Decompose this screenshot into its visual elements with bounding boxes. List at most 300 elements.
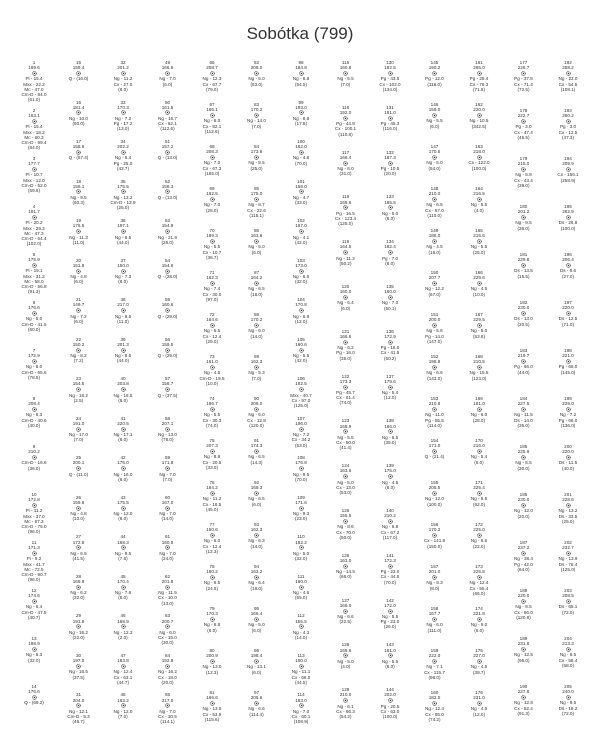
wreath-icon [254, 449, 259, 454]
entry-line: Ng - 11.3 [69, 234, 88, 240]
entry [192, 522, 232, 554]
entry-line: (115.1) [249, 212, 264, 218]
entry-line: 220.5 [117, 420, 129, 426]
entry-line: 229.6 [473, 275, 485, 281]
wreath-icon [32, 263, 37, 268]
entry-line: 198.9 [28, 641, 40, 647]
entry-line: 162.5 [295, 381, 307, 387]
entry [459, 438, 499, 465]
entry-number: 41 [120, 415, 126, 421]
entry-line: 161.0 [384, 647, 396, 653]
entry [459, 564, 499, 596]
entry-line: 162.2 [295, 539, 307, 545]
entry-line: Ds - 6.6 [559, 268, 577, 274]
entry-line: (12.3) [205, 669, 218, 675]
entry-line: (115.6) [204, 716, 220, 722]
wreath-icon [210, 659, 215, 664]
wreath-icon [521, 455, 526, 460]
entry-line: 169.6 [339, 199, 352, 205]
entry-number: 99 [298, 99, 304, 105]
wreath-icon [299, 585, 304, 590]
wreath-icon [388, 71, 393, 76]
wreath-icon [343, 519, 348, 524]
entry-number: 163 [475, 144, 483, 149]
entry-number: 42 [120, 455, 126, 461]
entry-number: 147 [430, 144, 439, 149]
wreath-icon [76, 624, 81, 629]
entry-line: Ng - 9.5 [515, 220, 532, 226]
entry-line: 205.6 [250, 695, 263, 701]
entry-line: Ng - 12.4 [425, 706, 444, 712]
entry-number: 12 [31, 588, 37, 593]
entry-line: 149.7 [72, 302, 85, 308]
entry-number: 83 [253, 102, 260, 107]
entry-line: Ng - 4.5 [426, 244, 443, 250]
entry [281, 416, 321, 448]
entry-line: 159.6 [72, 500, 85, 506]
wreath-icon [76, 348, 81, 353]
entry-number: 204 [564, 636, 572, 641]
entry-line: 201.2 [117, 65, 129, 71]
entry [192, 312, 232, 344]
entry [415, 144, 455, 171]
entry-line: (6.0) [251, 501, 262, 507]
entry-line: 154.9 [161, 223, 174, 229]
entry-line: 159.5 [161, 341, 174, 347]
entry [148, 692, 188, 724]
entry-line: Cm-D - 19.5 [199, 375, 225, 381]
entry-line: Pg - 55.5 [425, 417, 444, 423]
wreath-icon [477, 323, 482, 328]
wreath-icon [254, 365, 259, 370]
entry-number: 44 [120, 534, 126, 540]
entry-number: 63 [164, 613, 171, 619]
entry-line: Cx - 60.1 [291, 714, 311, 720]
entry-line: (6.0) [474, 459, 484, 465]
entry-line: Mc - 47.0 [24, 86, 44, 92]
entry-line: Ng - 6.4 [337, 300, 354, 306]
entry-line: Ng - 21.9 [158, 234, 177, 240]
entry [370, 508, 410, 540]
entry-line: Cx - 63.1 [113, 674, 133, 680]
entry-line: 193.0 [295, 104, 307, 110]
wreath-icon [343, 474, 348, 479]
wreath-icon [388, 116, 393, 121]
entry-number: 153 [430, 396, 439, 401]
wreath-icon [121, 229, 126, 234]
entry-line: Pi - 20.2 [25, 220, 43, 226]
entry-line: 198.4 [250, 653, 263, 659]
wreath-icon [388, 609, 393, 614]
entry-line: Ng - 16.5 [69, 669, 88, 675]
entry [237, 102, 277, 129]
entry [326, 418, 366, 450]
entry-line: (7.0) [340, 81, 351, 87]
entry-number: 95 [253, 606, 260, 611]
entry-line: (6.0) [73, 279, 84, 285]
entry-line: 169.3 [250, 485, 263, 491]
entry [415, 648, 455, 680]
entry-line: Ng - 7.2 [559, 412, 577, 418]
entry-number: 66 [209, 60, 215, 65]
entry-line: Ng - 5.0 [426, 160, 443, 166]
wreath-icon [299, 506, 304, 511]
entry-line: Ng - 6.2 [70, 590, 87, 596]
wreath-icon [388, 519, 393, 524]
wreath-icon [32, 71, 37, 76]
entry-line: (20.0) [517, 513, 530, 519]
entry [103, 534, 143, 561]
entry-line: (22.0) [472, 543, 485, 549]
entry-number: 146 [430, 102, 439, 107]
entry-line: Cx - 30.5 [158, 714, 177, 720]
entry-line: Ng - 16.2 [69, 629, 88, 635]
entry [148, 258, 188, 280]
entry-number: 196 [564, 252, 572, 257]
wreath-icon [121, 71, 126, 76]
entry-line: (91.3) [517, 710, 530, 716]
entry-line: (123.0) [471, 375, 487, 381]
entry-line: 170.2 [250, 107, 263, 113]
entry [281, 139, 321, 166]
entry-line: (70.0) [383, 579, 396, 585]
wreath-icon [299, 427, 304, 432]
entry-line: Cx - 63.0 [380, 708, 400, 714]
wreath-icon [388, 205, 393, 210]
wreath-icon [76, 545, 81, 550]
entry-line: (44.7) [116, 679, 129, 685]
entry-number: 135 [386, 284, 394, 289]
entry-number: 17 [75, 139, 82, 145]
entry-line: Ng - 7.4 [203, 286, 221, 292]
entry [103, 258, 143, 285]
wreath-icon [477, 449, 482, 454]
wreath-icon [566, 647, 571, 652]
entry-number: 69 [209, 186, 215, 191]
entry-number: 62 [164, 573, 171, 579]
entry [59, 218, 99, 245]
wreath-icon [432, 659, 437, 664]
entry [148, 534, 188, 561]
entry-line: (10.0) [72, 516, 85, 522]
entry-line: (35.0) [339, 355, 352, 361]
entry-line: Q - (37.5) [157, 392, 178, 398]
entry-line: (10.0) [472, 291, 485, 297]
entry [370, 105, 410, 132]
wreath-icon [566, 215, 571, 220]
wreath-icon [343, 385, 348, 390]
entry-line: (45.5) [517, 134, 530, 140]
entry-line: 154.6 [161, 262, 174, 268]
entry-line: Ng - 12.4 [469, 580, 489, 586]
entry-number: 133 [386, 194, 394, 200]
entry-line: Ng - 13.9 [558, 556, 578, 562]
entry-number: 190 [519, 684, 528, 689]
entry-line: 205.5 [428, 485, 441, 491]
entry [59, 376, 99, 403]
entry-number: 170 [475, 438, 483, 443]
wreath-icon [254, 281, 259, 286]
entry-line: Ng - 11.5 [158, 590, 177, 596]
entry-line: Ng - 5.4 [470, 454, 488, 460]
entry-line: (27.0) [561, 273, 574, 279]
wreath-icon [566, 407, 571, 412]
entry-line: 220.0 [473, 107, 485, 113]
entry-line: Pi - 19.1 [25, 268, 43, 274]
wreath-icon [121, 110, 126, 115]
entry [103, 574, 143, 601]
entry-line: Ng - 7.6 [114, 590, 132, 596]
entry [237, 228, 277, 255]
wreath-icon [521, 647, 526, 652]
entry-line: Ng - 6.5 [248, 454, 265, 460]
entry-line: 227.5 [517, 401, 530, 407]
entry [192, 648, 232, 675]
entry-line: Cx - 156.1 [557, 172, 579, 178]
entry-line: 258.2 [562, 65, 574, 71]
entry-number: 168 [475, 354, 483, 359]
entry [148, 574, 188, 606]
entry-line: (70.0) [294, 476, 307, 482]
entry-line: (25.0) [250, 165, 263, 171]
entry-line: Ng - 11.2 [113, 76, 133, 82]
entry-line: Cx - 67.3 [202, 165, 222, 171]
entry-line: Ng - 5.4 [381, 390, 399, 395]
entry-line: Ng - 7.2 [114, 115, 132, 121]
wreath-icon [210, 617, 215, 622]
entry-line: 201.2 [517, 209, 530, 215]
entry-number: 45 [120, 573, 126, 579]
entry-line: Cx - 27.0 [113, 81, 133, 87]
entry-line: Cm-D - 40.6 [21, 417, 47, 423]
wreath-icon [121, 189, 126, 194]
wreath-icon [299, 348, 304, 353]
entry-number: 51 [164, 139, 171, 145]
entry-number: 32 [120, 60, 126, 65]
entry [370, 150, 410, 177]
entry-number: 18 [75, 178, 82, 184]
entry-line: Ng - 6.5 [203, 580, 221, 586]
entry-line: 206.4 [562, 257, 574, 263]
entry [281, 495, 321, 522]
entry [504, 252, 544, 279]
entry-number: 89 [253, 354, 260, 359]
entry-number: 115 [341, 60, 350, 65]
entry-line: Cm-D - 52.0 [21, 182, 47, 188]
wreath-icon [566, 311, 571, 316]
entry-number: 149 [430, 228, 439, 233]
entry [459, 606, 499, 633]
entry-line: 166.6 [339, 334, 352, 339]
entry-line: 167.0 [295, 223, 307, 229]
entry-line: Mxx - 12.0 [23, 177, 45, 183]
entry-line: Ds - 11.5 [558, 460, 578, 466]
entry-line: (110.8) [338, 131, 353, 137]
entry-number: 73 [209, 354, 215, 359]
entry-line: Pg - 17.2 [113, 121, 133, 127]
entry-line: 176.6 [28, 305, 40, 311]
wreath-icon [121, 427, 126, 432]
entry [281, 653, 321, 685]
entry-line: Mc - 72.5 [24, 566, 44, 572]
entry [504, 636, 544, 663]
entry-line: (20.5) [517, 321, 530, 327]
entry-line: 170.4 [117, 579, 129, 585]
entry-number: 127 [341, 597, 350, 603]
entry [237, 354, 277, 381]
entry-line: (58.0) [561, 662, 574, 668]
wreath-icon [566, 263, 571, 268]
entry-line: 200.7 [161, 618, 174, 624]
entry [504, 588, 544, 620]
entry-line: (6.0) [385, 216, 395, 221]
entry-line: (32.0) [294, 555, 307, 561]
entry-number: 21 [75, 297, 82, 303]
entry-number: 143 [386, 642, 394, 648]
entry-line: 227.0 [473, 653, 485, 659]
wreath-icon [121, 387, 126, 392]
wreath-icon [165, 189, 170, 194]
entry-line: 222.0 [428, 653, 441, 659]
entry-number: 172 [475, 522, 483, 527]
entry [548, 396, 588, 428]
entry-number: 166 [475, 270, 483, 275]
entry-line: 201.3 [117, 341, 129, 347]
entry [459, 270, 499, 297]
entry-line: Ng - 12.0 [113, 708, 133, 714]
entry-line: 229.5 [473, 317, 485, 323]
entry-line: (14.0) [250, 333, 263, 339]
entry-number: 2 [32, 108, 36, 113]
wreath-icon [121, 308, 126, 313]
wreath-icon [76, 229, 81, 234]
entry-line: Pi - 15.4 [25, 76, 43, 82]
entry [237, 144, 277, 171]
entry-line: (7.0) [251, 123, 262, 129]
entry-line: 162.5 [206, 191, 218, 197]
entry-line: 164.6 [206, 317, 218, 323]
entry-line: (60.3) [72, 200, 85, 206]
entry [237, 522, 277, 549]
entry-number: 74 [209, 396, 215, 401]
entry-line: Ng - 9.5 [114, 550, 132, 556]
entry [192, 606, 232, 633]
entry-line: (6.0) [118, 86, 128, 92]
entry-number: 86 [253, 228, 260, 233]
entry-line: Mc - 47.3 [24, 230, 44, 236]
entry [148, 455, 188, 482]
entry-line: (84.0) [27, 145, 40, 151]
wreath-icon [254, 659, 259, 664]
entry [281, 179, 321, 206]
entry-line: Cx - 41.5 [380, 350, 400, 356]
entry [148, 297, 188, 319]
entry-line: 160.0 [339, 289, 352, 295]
wreath-icon [388, 295, 393, 300]
entry-number: 19 [75, 218, 82, 224]
wreath-icon [566, 695, 571, 700]
wreath-icon [76, 466, 81, 471]
entry [281, 60, 321, 87]
entry-number: 126 [341, 552, 350, 558]
entry-line: 169.9 [72, 579, 85, 585]
entry [415, 690, 455, 722]
entry-line: Pg - 66.0 [558, 417, 578, 423]
entry-line: 221.0 [562, 353, 574, 359]
entry-line: 170.8 [295, 302, 307, 308]
entry-line: Cm-D - 75.0 [21, 524, 47, 530]
entry-line: (50.1) [383, 305, 396, 311]
entry-line: 162.4 [384, 244, 396, 250]
entry-line: 208.7 [206, 65, 218, 71]
entry-line: Ng - 5.9 [515, 172, 532, 178]
entry-line: 200.9 [206, 653, 218, 659]
entry-number: 31 [75, 692, 82, 698]
entry-line: Ng - 13.5 [202, 706, 222, 712]
entry-line: (100.0) [471, 165, 487, 171]
entry-line: 183.8 [117, 658, 129, 664]
entry-line: 166.1 [206, 107, 218, 113]
entry [415, 60, 455, 87]
entry-number: 101 [297, 178, 305, 184]
wreath-icon [254, 701, 259, 706]
wreath-icon [477, 491, 482, 496]
entry-line: Cx - 52.4 [514, 705, 533, 711]
wreath-icon [343, 161, 348, 166]
entry [326, 239, 366, 266]
entry-line: Ng - 5.0 [337, 479, 354, 485]
entry-line: Mc - 60.3 [24, 134, 44, 140]
wreath-icon [76, 703, 81, 708]
entry [370, 553, 410, 585]
entry-line: Ng - 17.1 [113, 432, 133, 438]
entry-number: 131 [386, 104, 394, 110]
entry [237, 270, 277, 297]
entry-line: 154.5 [72, 381, 85, 387]
wreath-icon [299, 308, 304, 313]
entry-line: Ng - 11.2 [202, 496, 222, 502]
entry-line: Ds - 14.0 [514, 417, 533, 423]
entry [281, 258, 321, 285]
entry-number: 76 [209, 480, 215, 485]
entry-line: Ng - 13.1 [247, 664, 266, 670]
entry-line: (20.0) [383, 171, 396, 177]
entry-line: (33.0) [294, 200, 307, 206]
wreath-icon [165, 150, 170, 155]
entry-line: 174.6 [28, 593, 40, 599]
wreath-icon [165, 71, 170, 76]
entry-line: Cx - 30.3 [202, 417, 222, 423]
entry-line: (14.0) [294, 635, 307, 641]
wreath-icon [343, 205, 348, 210]
entry-line: Ng - 12.0 [113, 511, 133, 517]
entry-line: Ng - 5.0 [337, 658, 354, 664]
entry-line: 210.2 [28, 449, 40, 455]
entry [548, 156, 588, 183]
entry [370, 463, 410, 490]
entry-line: Ng - 18.2 [69, 392, 88, 398]
entry-line: (97.0) [205, 296, 218, 302]
wreath-icon [521, 359, 526, 364]
entry-line: Cx - 16.5 [202, 501, 222, 507]
wreath-icon [254, 323, 259, 328]
entry-line: 226.7 [517, 65, 530, 71]
entry-line: (117.0) [382, 534, 398, 540]
entry-line: (11.0) [72, 239, 85, 245]
entry-line: Ng - 6.8 [292, 76, 310, 82]
entry-line: 210.8 [428, 401, 441, 407]
entry-line: 164.5 [339, 244, 352, 250]
